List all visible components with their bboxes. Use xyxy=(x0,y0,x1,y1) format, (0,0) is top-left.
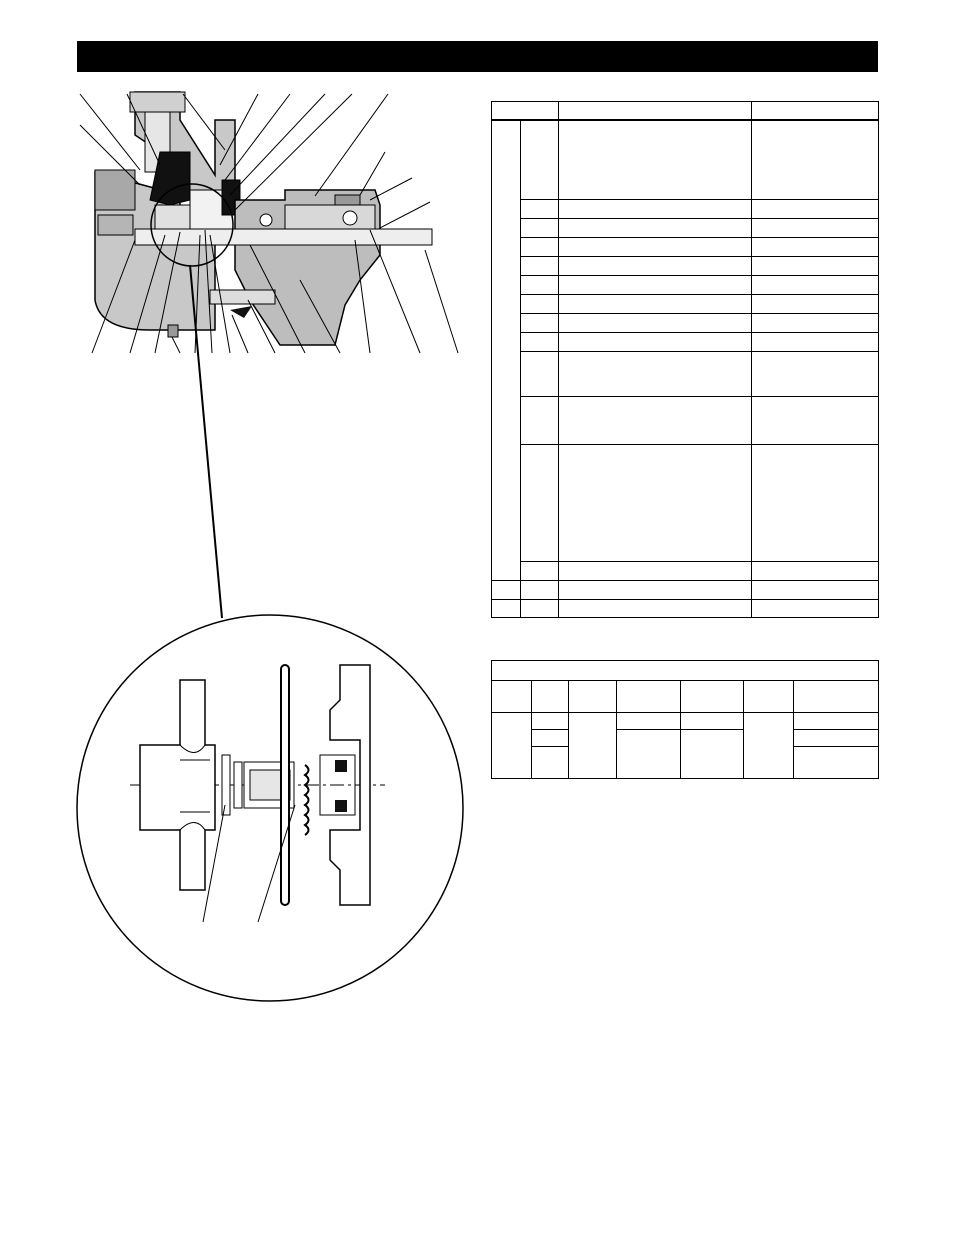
table-cell xyxy=(752,561,879,580)
spec-table-header-cell xyxy=(492,681,532,713)
table-cell xyxy=(681,730,744,779)
table-row xyxy=(492,199,879,218)
parts-table-header-cell xyxy=(559,102,752,121)
table-cell xyxy=(752,256,879,275)
table-cell xyxy=(559,444,752,561)
table-cell xyxy=(521,444,559,561)
table-row xyxy=(492,332,879,351)
table-cell xyxy=(532,713,569,730)
table-cell xyxy=(521,256,559,275)
table-cell xyxy=(752,313,879,332)
table-row xyxy=(492,444,879,561)
table-cell xyxy=(521,237,559,256)
parts-list-table xyxy=(491,101,879,618)
table-row xyxy=(492,218,879,237)
table-cell xyxy=(559,199,752,218)
table-cell xyxy=(559,599,752,617)
table-cell xyxy=(752,237,879,256)
table-cell xyxy=(559,120,752,199)
table-cell xyxy=(521,351,559,396)
spec-table-header-row xyxy=(492,681,879,713)
table-cell xyxy=(794,713,879,730)
spec-table-header-cell xyxy=(794,681,879,713)
table-cell xyxy=(794,747,879,779)
table-cell xyxy=(532,747,569,779)
table-row xyxy=(492,120,879,199)
table-cell xyxy=(521,561,559,580)
table-row xyxy=(492,294,879,313)
table-cell xyxy=(521,396,559,444)
table-cell xyxy=(521,120,559,199)
table-cell xyxy=(752,351,879,396)
table-cell xyxy=(559,256,752,275)
table-cell xyxy=(752,599,879,617)
table-cell xyxy=(521,218,559,237)
seal-detail-view xyxy=(77,615,463,1001)
table-cell xyxy=(559,294,752,313)
parts-table-header-cell xyxy=(752,102,879,121)
table-cell xyxy=(752,332,879,351)
spec-table-header-cell xyxy=(617,681,681,713)
table-cell xyxy=(492,713,532,779)
table-cell xyxy=(752,396,879,444)
table-cell xyxy=(744,713,794,779)
parts-table-header-cell xyxy=(492,102,559,121)
spec-table-header-cell xyxy=(744,681,794,713)
spec-table xyxy=(491,660,879,779)
parts-group-cell xyxy=(492,580,521,599)
pump-cross-section xyxy=(80,92,458,353)
table-cell xyxy=(521,294,559,313)
table-cell xyxy=(569,713,617,779)
table-cell xyxy=(521,332,559,351)
table-row xyxy=(492,599,879,617)
table-row xyxy=(492,713,879,730)
table-row xyxy=(492,237,879,256)
table-row xyxy=(492,313,879,332)
spec-table-header-cell xyxy=(532,681,569,713)
table-cell xyxy=(681,713,744,730)
table-cell xyxy=(559,351,752,396)
table-cell xyxy=(559,275,752,294)
table-row xyxy=(492,351,879,396)
table-cell xyxy=(752,294,879,313)
table-cell xyxy=(559,218,752,237)
table-cell xyxy=(559,237,752,256)
table-cell xyxy=(521,599,559,617)
table-cell xyxy=(559,396,752,444)
table-cell xyxy=(752,120,879,199)
table-cell xyxy=(752,275,879,294)
spec-table-header-cell xyxy=(569,681,617,713)
table-cell xyxy=(559,561,752,580)
table-cell xyxy=(752,218,879,237)
table-cell xyxy=(794,730,879,747)
table-cell xyxy=(617,713,681,730)
spec-table-header-cell xyxy=(681,681,744,713)
table-cell xyxy=(559,580,752,599)
spec-table-title xyxy=(492,661,879,681)
table-cell xyxy=(521,275,559,294)
table-row xyxy=(492,396,879,444)
table-row xyxy=(492,256,879,275)
table-cell xyxy=(617,730,681,779)
table-row xyxy=(492,275,879,294)
table-cell xyxy=(521,580,559,599)
parts-table-header-row xyxy=(492,102,879,121)
table-cell xyxy=(521,313,559,332)
table-row xyxy=(492,730,879,747)
table-cell xyxy=(559,313,752,332)
table-cell xyxy=(752,580,879,599)
parts-group-cell xyxy=(492,599,521,617)
table-cell xyxy=(752,444,879,561)
table-cell xyxy=(521,199,559,218)
table-cell xyxy=(752,199,879,218)
spec-table-title-row xyxy=(492,661,879,681)
table-cell xyxy=(559,332,752,351)
parts-group-cell xyxy=(492,120,521,580)
table-row xyxy=(492,580,879,599)
table-cell xyxy=(532,730,569,747)
table-row xyxy=(492,561,879,580)
